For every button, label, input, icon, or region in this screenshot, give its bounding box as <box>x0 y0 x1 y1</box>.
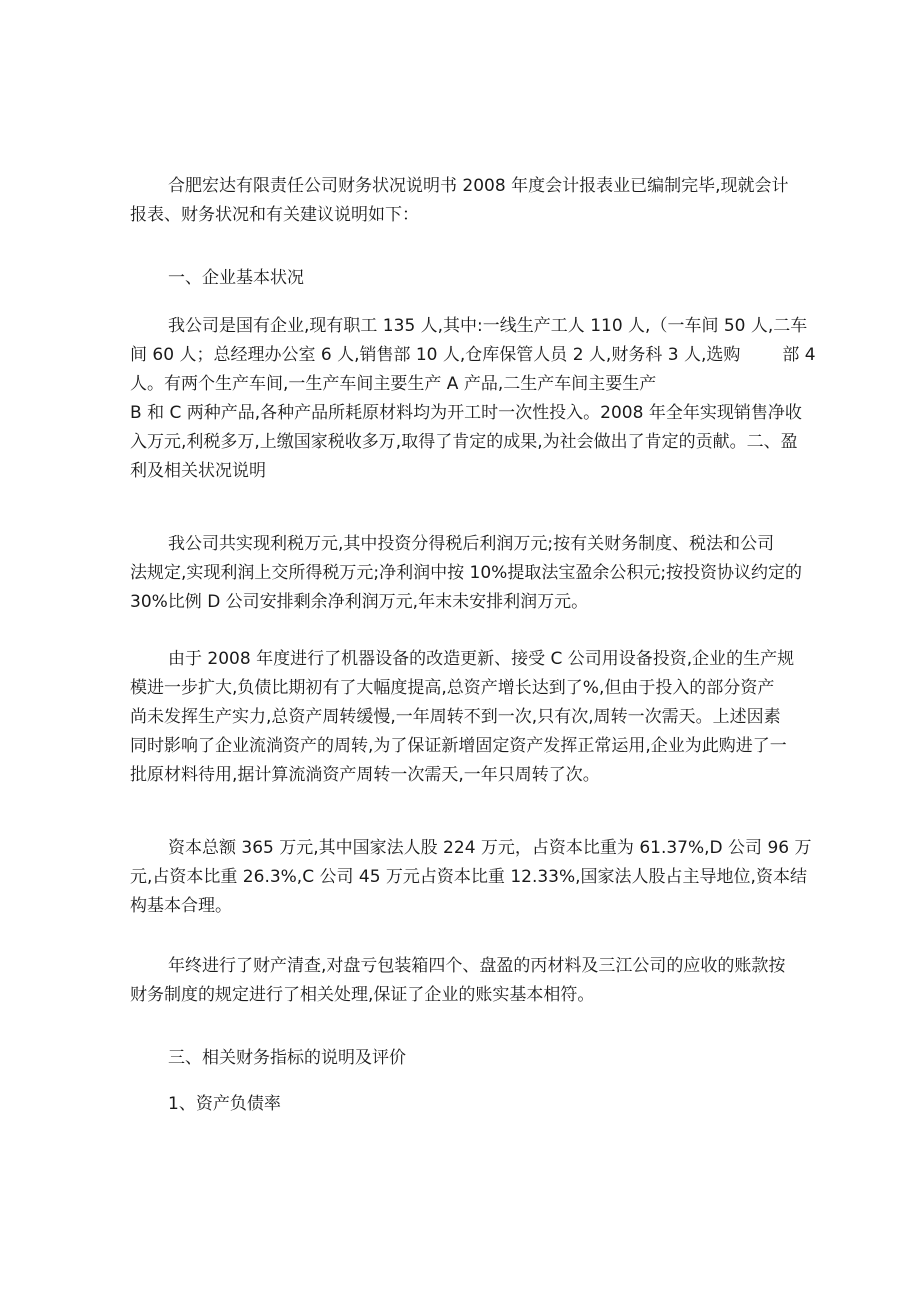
company-basic-paragraph <box>130 312 816 486</box>
paragraph-line <box>130 341 816 370</box>
section1-heading <box>130 264 790 293</box>
paragraph-line: 模进一步扩大,负债比期初有了大幅度提高,总资产增长达到了%,但由于投入的部分资产 <box>130 678 775 698</box>
section-heading-basic: 一、企业基本状况 <box>168 268 304 288</box>
profit-paragraph <box>130 530 803 617</box>
paragraph-line: 资本总额 365 万元,其中国家法人股 224 万元，占资本比重为 61.37%,D 公司 96 万 <box>168 838 812 858</box>
asset-turnover-paragraph <box>130 645 795 790</box>
capital-structure-paragraph <box>130 834 812 921</box>
paragraph-line: 尚未发挥生产实力,总资产周转缓慢,一年周转不到一次,只有次,周转一次需天。上述因素 <box>130 707 781 727</box>
paragraph-line: 我公司共实现利税万元,其中投资分得税后利润万元;按有关财务制度、税法和公司 <box>168 534 775 554</box>
section-heading-indicators: 三、相关财务指标的说明及评价 <box>168 1048 406 1068</box>
paragraph-line: B 和 C 两种产品,各种产品所耗原材料均为开工时一次性投入。2008 年全年实现销售净收 <box>130 403 802 423</box>
paragraph-line: 构基本合理。 <box>130 896 232 916</box>
paragraph-line-part: 部 4 <box>782 345 816 365</box>
intro-paragraph <box>130 172 790 230</box>
paragraph-line: 入万元,利税多万,上缴国家税收多万,取得了肯定的成果,为社会做出了肯定的贡献。二、盈 <box>130 432 798 452</box>
paragraph-line: 年终进行了财产清查,对盘亏包装箱四个、盘盈的丙材料及三江公司的应收的账款按 <box>168 956 786 976</box>
paragraph-line: 法规定,实现利润上交所得税万元;净利润中按 10%提取法宝盈余公积元;按投资协议约定的 <box>130 563 803 583</box>
section3-item <box>130 1090 790 1119</box>
intro-line-2: 报表、财务状况和有关建议说明如下： <box>130 205 419 225</box>
section3-heading <box>130 1044 790 1073</box>
paragraph-line: 财务制度的规定进行了相关处理,保证了企业的账实基本相符。 <box>130 985 595 1005</box>
paragraph-line-part: 间 60 人；总经理办公室 6 人,销售部 10 人,仓库保管人员 2 人,财务科 3 人,选购 <box>130 345 741 365</box>
paragraph-line: 批原材料待用,据计算流淌资产周转一次需天,一年只周转了次。 <box>130 765 600 785</box>
intro-line-1: 合肥宏达有限责任公司财务状况说明书 2008 年度会计报表业已编制完毕,现就会计 <box>168 176 789 196</box>
paragraph-line: 由于 2008 年度进行了机器设备的改造更新、接受 C 公司用设备投资,企业的生产规 <box>168 649 795 669</box>
paragraph-line: 利及相关状况说明 <box>130 461 266 481</box>
paragraph-line: 元,占资本比重 26.3%,C 公司 45 万元占资本比重 12.33%,国家法人股占主导地位,资本结 <box>130 867 807 887</box>
paragraph-line: 我公司是国有企业,现有职工 135 人,其中:一线生产工人 110 人,（一车间 50 人,二车 <box>168 316 808 336</box>
paragraph-line: 人。有两个生产车间,一生产车间主要生产 A 产品,二生产车间主要生产 <box>130 374 657 394</box>
inventory-check-paragraph <box>130 952 790 1010</box>
paragraph-line: 30%比例 D 公司安排剩余净利润万元,年末未安排利润万元。 <box>130 592 589 612</box>
paragraph-line: 同时影响了企业流淌资产的周转,为了保证新增固定资产发挥正常运用,企业为此购进了一 <box>130 736 787 756</box>
list-item-debt-ratio: 1、资产负债率 <box>168 1094 281 1114</box>
